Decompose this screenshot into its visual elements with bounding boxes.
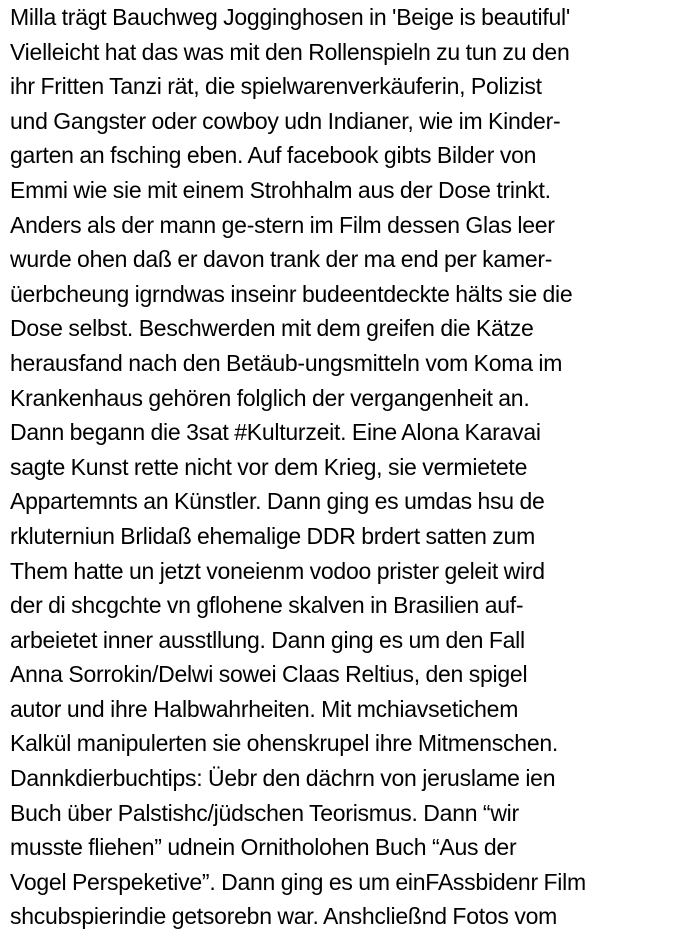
text-line-27: shcubspierindie getsorebn war. Anshcließnd Fotos vom bbox=[10, 903, 558, 930]
text-line-18: der di shcgchte vn gflohene skalven in Brasilien auf- bbox=[10, 592, 524, 619]
text-line-5: garten an fsching eben. Auf facebook gibts Bilder von bbox=[10, 142, 537, 169]
text-line-20: Anna Sorrokin/Delwi sowei Claas Reltius, den spigel bbox=[10, 661, 528, 688]
text-line-14: sagte Kunst rette nicht vor dem Krieg, sie vermietete bbox=[10, 453, 528, 480]
text-line-23: Dannkdierbuchtips: Üebr den dächrn von jeruslame ien bbox=[10, 765, 556, 792]
text-line-6: Emmi wie sie mit einem Strohhalm aus der Dose trinkt. bbox=[10, 176, 551, 203]
text-line-1: Milla trägt Bauchweg Jogginghosen in 'Beige is beautiful' bbox=[10, 4, 571, 30]
text-line-11: herausfand nach den Betäub-ungsmitteln vom Koma im bbox=[10, 349, 563, 376]
text-line-24: Buch über Palstishc/jüdschen Teorismus. Dann “wir bbox=[10, 799, 519, 826]
body-text bbox=[10, 0, 684, 934]
text-line-19: arbeietet inner ausstllung. Dann ging es um den Fall bbox=[10, 626, 525, 653]
text-line-15: Appartemnts an Künstler. Dann ging es umdas hsu de bbox=[10, 488, 545, 515]
text-line-25: musste fliehen” udnein Ornitholohen Buch “Aus der bbox=[10, 834, 517, 861]
text-line-12: Krankenhaus gehören folglich der vergangenheit an. bbox=[10, 384, 530, 411]
text-line-13: Dann begann die 3sat #Kulturzeit. Eine Alona Karavai bbox=[10, 419, 541, 446]
text-line-22: Kalkül manipulerten sie ohenskrupel ihre Mitmenschen. bbox=[10, 730, 559, 757]
text-line-16: rkluterniun Brlidaß ehemalige DDR brdert satten zum bbox=[10, 522, 535, 549]
text-line-21: autor und ihre Halbwahrheiten. Mit mchiavsetichem bbox=[10, 695, 519, 722]
text-line-10: Dose selbst. Beschwerden mit dem greifen die Kätze bbox=[10, 315, 534, 342]
text-line-4: und Gangster oder cowboy udn Indianer, wie im Kinder- bbox=[10, 107, 561, 134]
text-line-17: Them hatte un jetzt voneienm vodoo prister geleit wird bbox=[10, 557, 545, 584]
text-line-26: Vogel Perspeketive”. Dann ging es um einFAssbidenr Film bbox=[10, 868, 586, 895]
text-line-3: ihr Fritten Tanzi rät, die spielwarenverkäuferin, Polizist bbox=[10, 73, 542, 100]
text-line-2: Vielleicht hat das was mit den Rollenspieln zu tun zu den bbox=[10, 38, 570, 65]
text-line-8: wurde ohen daß er davon trank der ma end per kamer- bbox=[10, 246, 553, 273]
text-line-7: Anders als der mann ge-stern im Film dessen Glas leer bbox=[10, 211, 555, 238]
text-line-9: üerbcheung igrndwas inseinr budeentdeckte hälts sie die bbox=[10, 280, 573, 307]
